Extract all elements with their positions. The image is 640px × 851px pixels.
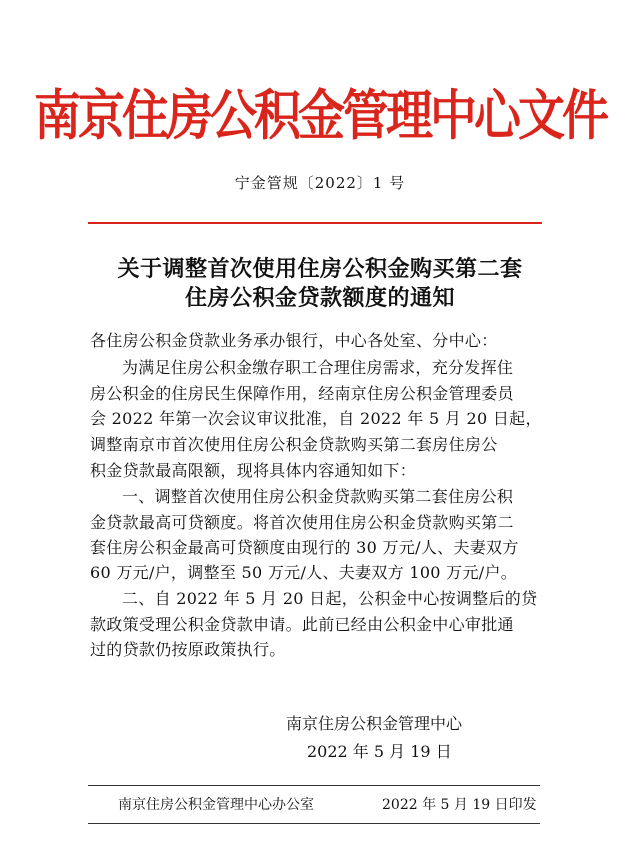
red-divider [88,222,542,224]
footer-issuing-office: 南京住房公积金管理中心办公室 [118,797,314,813]
body-line: 60 万元/户，调整至 50 万元/人、夫妻双方 100 万元/户。 [90,563,518,582]
body-line: 二、自 2022 年 5 月 20 日起，公积金中心按调整后的贷 [122,589,538,608]
body-line: 套住房公积金最高可贷额度由现行的 30 万元/人、夫妻双方 [90,538,519,557]
signature-date: 2022 年 5 月 19 日 [307,742,452,761]
footer-bottom-rule [88,823,540,824]
body-line: 房公积金的住房民生保障作用，经南京住房公积金管理委员 [90,384,514,403]
body-line: 为满足住房公积金缴存职工合理住房需求，充分发挥住 [122,358,514,377]
document-number: 宁金管规〔2022〕1 号 [234,174,406,192]
document-header-title: 南京住房公积金管理中心文件 [34,84,606,148]
notice-title-line-2: 住房公积金贷款额度的通知 [184,285,455,311]
body-line: 积金贷款最高限额，现将具体内容通知如下： [90,461,417,480]
body-line: 调整南京市首次使用住房公积金贷款购买第二套房住房公 [90,435,498,454]
body-line: 一、调整首次使用住房公积金贷款购买第二套住房公积 [122,487,514,506]
notice-title-line-1: 关于调整首次使用住房公积金购买第二套 [117,256,523,282]
body-line: 款政策受理公积金贷款申请。此前已经由公积金中心审批通 [90,615,514,634]
body-line: 各住房公积金贷款业务承办银行，中心各处室、分中心： [90,331,498,350]
body-line: 会 2022 年第一次会议审议批准，自 2022 年 5 月 20 日起， [90,409,542,428]
footer-print-date: 2022 年 5 月 19 日印发 [382,797,537,813]
body-line: 金贷款最高可贷额度。将首次使用住房公积金贷款购买第二 [90,513,514,532]
signature-organization: 南京住房公积金管理中心 [286,714,463,733]
footer-top-rule [88,785,540,786]
body-line: 过的贷款仍按原政策执行。 [90,640,286,659]
